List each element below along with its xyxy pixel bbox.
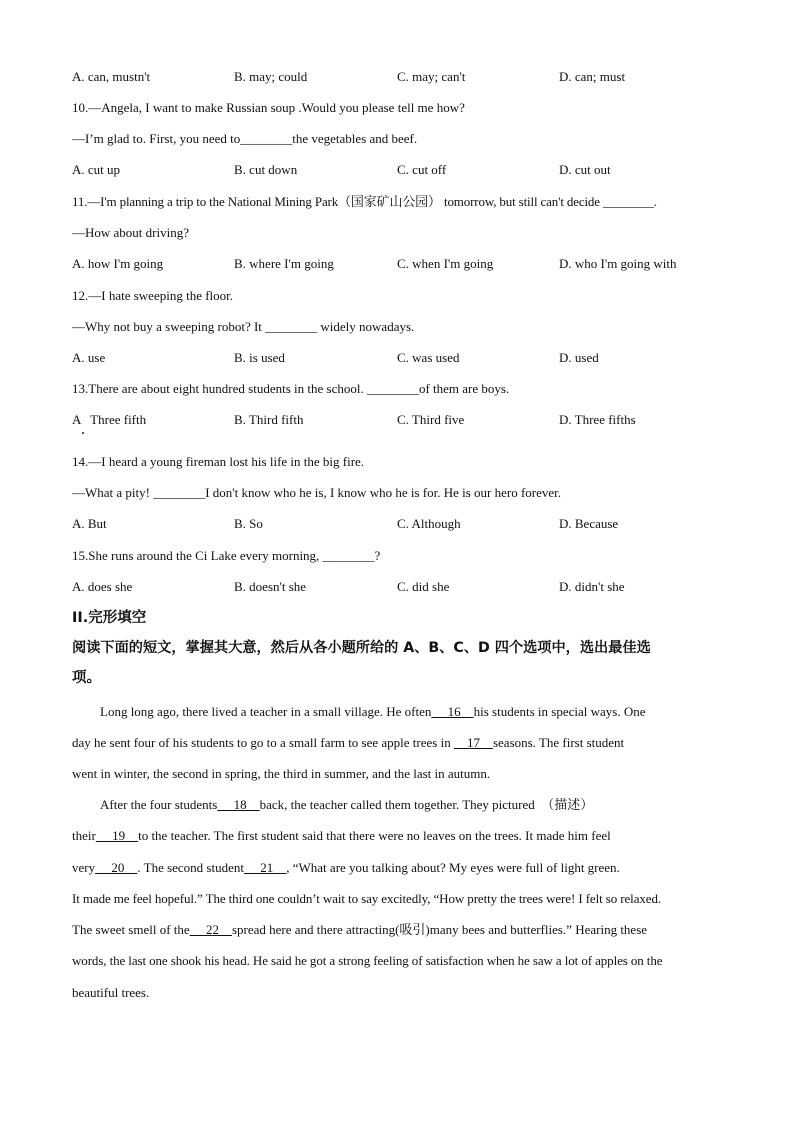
q15-stem-1: 15.She runs around the Ci Lake every morning, ________? (72, 548, 381, 563)
blank-21: 21 (244, 860, 287, 875)
q9-option-c: C. may; can't (397, 69, 466, 84)
q9-option-a: A. can, mustn't (72, 69, 151, 84)
blank-16: 16 (431, 704, 474, 719)
stray-dot (82, 432, 84, 434)
blank-20: 20 (95, 860, 138, 875)
q9-option-b: B. may; could (234, 69, 308, 84)
passage-line-6: very 20 . The second student 21 , “What are you talking about? My eyes were full of light green. (72, 860, 620, 875)
q15-option-a: A. does she (72, 579, 133, 594)
q14-stem-2: —What a pity! ________I don't know who he is, I know who he is for. He is our hero forever. (72, 485, 562, 500)
q13-option-c: C. Third five (397, 412, 465, 427)
passage-line-4: After the four students 18 back, the teacher called them together. They pictured （描述） (100, 797, 594, 812)
passage-line-3: went in winter, the second in spring, the third in summer, and the last in autumn. (72, 766, 491, 781)
q13-option-d: D. Three fifths (559, 412, 636, 427)
q14-option-d: D. Because (559, 516, 619, 531)
q10-option-c: C. cut off (397, 162, 447, 177)
passage-line-1: Long long ago, there lived a teacher in a small village. He often 16 his students in special ways. One (100, 704, 646, 719)
q10-stem-2: —I’m glad to. First, you need to________the vegetables and beef. (72, 131, 418, 146)
q15-option-d: D. didn't she (559, 579, 625, 594)
q15-option-b: B. doesn't she (234, 579, 307, 594)
q12-option-b: B. is used (234, 350, 285, 365)
q11-stem-1: 11.—I'm planning a trip to the National Mining Park（国家矿山公园） tomorrow, but still can't decide ________. (72, 194, 657, 209)
q14-stem-1: 14.—I heard a young fireman lost his life in the big fire. (72, 454, 365, 469)
q12-stem-1: 12.—I hate sweeping the floor. (72, 288, 234, 303)
q11-option-d: D. who I'm going with (559, 256, 677, 271)
q10-option-a: A. cut up (72, 162, 121, 177)
q13-stem-1: 13.There are about eight hundred students in the school. ________of them are boys. (72, 381, 510, 396)
q11-option-a: A. how I'm going (72, 256, 164, 271)
q12-option-a: A. use (72, 350, 106, 365)
passage-line-9: words, the last one shook his head. He said he got a strong feeling of satisfaction when he saw a lot of apples on the (72, 953, 663, 968)
q10-option-b: B. cut down (234, 162, 298, 177)
blank-17: 17 (453, 735, 493, 750)
q12-stem-2: —Why not buy a sweeping robot? It ________ widely nowadays. (72, 319, 415, 334)
q13-option-a: A Three fifth (72, 412, 147, 427)
section-title: II.完形填空 (72, 610, 147, 626)
q12-option-c: C. was used (397, 350, 460, 365)
q11-option-b: B. where I'm going (234, 256, 334, 271)
q15-option-c: C. did she (397, 579, 450, 594)
section-instruction-1: 阅读下面的短文，掌握其大意，然后从各小题所给的 A、B、C、D 四个选项中，选出最佳选 (72, 640, 651, 656)
blank-22: 22 (189, 922, 232, 937)
q12-option-d: D. used (559, 350, 599, 365)
q14-option-b: B. So (234, 516, 263, 531)
q14-option-c: C. Although (397, 516, 461, 531)
q14-option-a: A. But (72, 516, 107, 531)
passage-line-8: The sweet smell of the 22 spread here and there attracting(吸引)many bees and butterflies.” Hearing these (72, 922, 648, 937)
passage-line-5: their 19 to the teacher. The first student said that there were no leaves on the trees. It made him feel (72, 828, 611, 843)
q9-option-d: D. can; must (559, 69, 626, 84)
q11-stem-2: —How about driving? (72, 225, 189, 240)
q10-stem-1: 10.—Angela, I want to make Russian soup .Would you please tell me how? (72, 100, 465, 115)
passage-line-10: beautiful trees. (72, 985, 150, 1000)
q10-option-d: D. cut out (559, 162, 611, 177)
section-instruction-2: 项。 (72, 670, 101, 686)
passage-line-2: day he sent four of his students to go to a small farm to see apple trees in 17 seasons. The first student (72, 735, 625, 750)
passage-line-7: It made me feel hopeful.” The third one couldn’t wait to say excitedly, “How pretty the trees were! I felt so relaxed. (72, 891, 661, 906)
blank-19: 19 (95, 828, 139, 843)
q11-option-c: C. when I'm going (397, 256, 494, 271)
blank-18: 18 (217, 797, 260, 812)
q13-option-b: B. Third fifth (234, 412, 304, 427)
